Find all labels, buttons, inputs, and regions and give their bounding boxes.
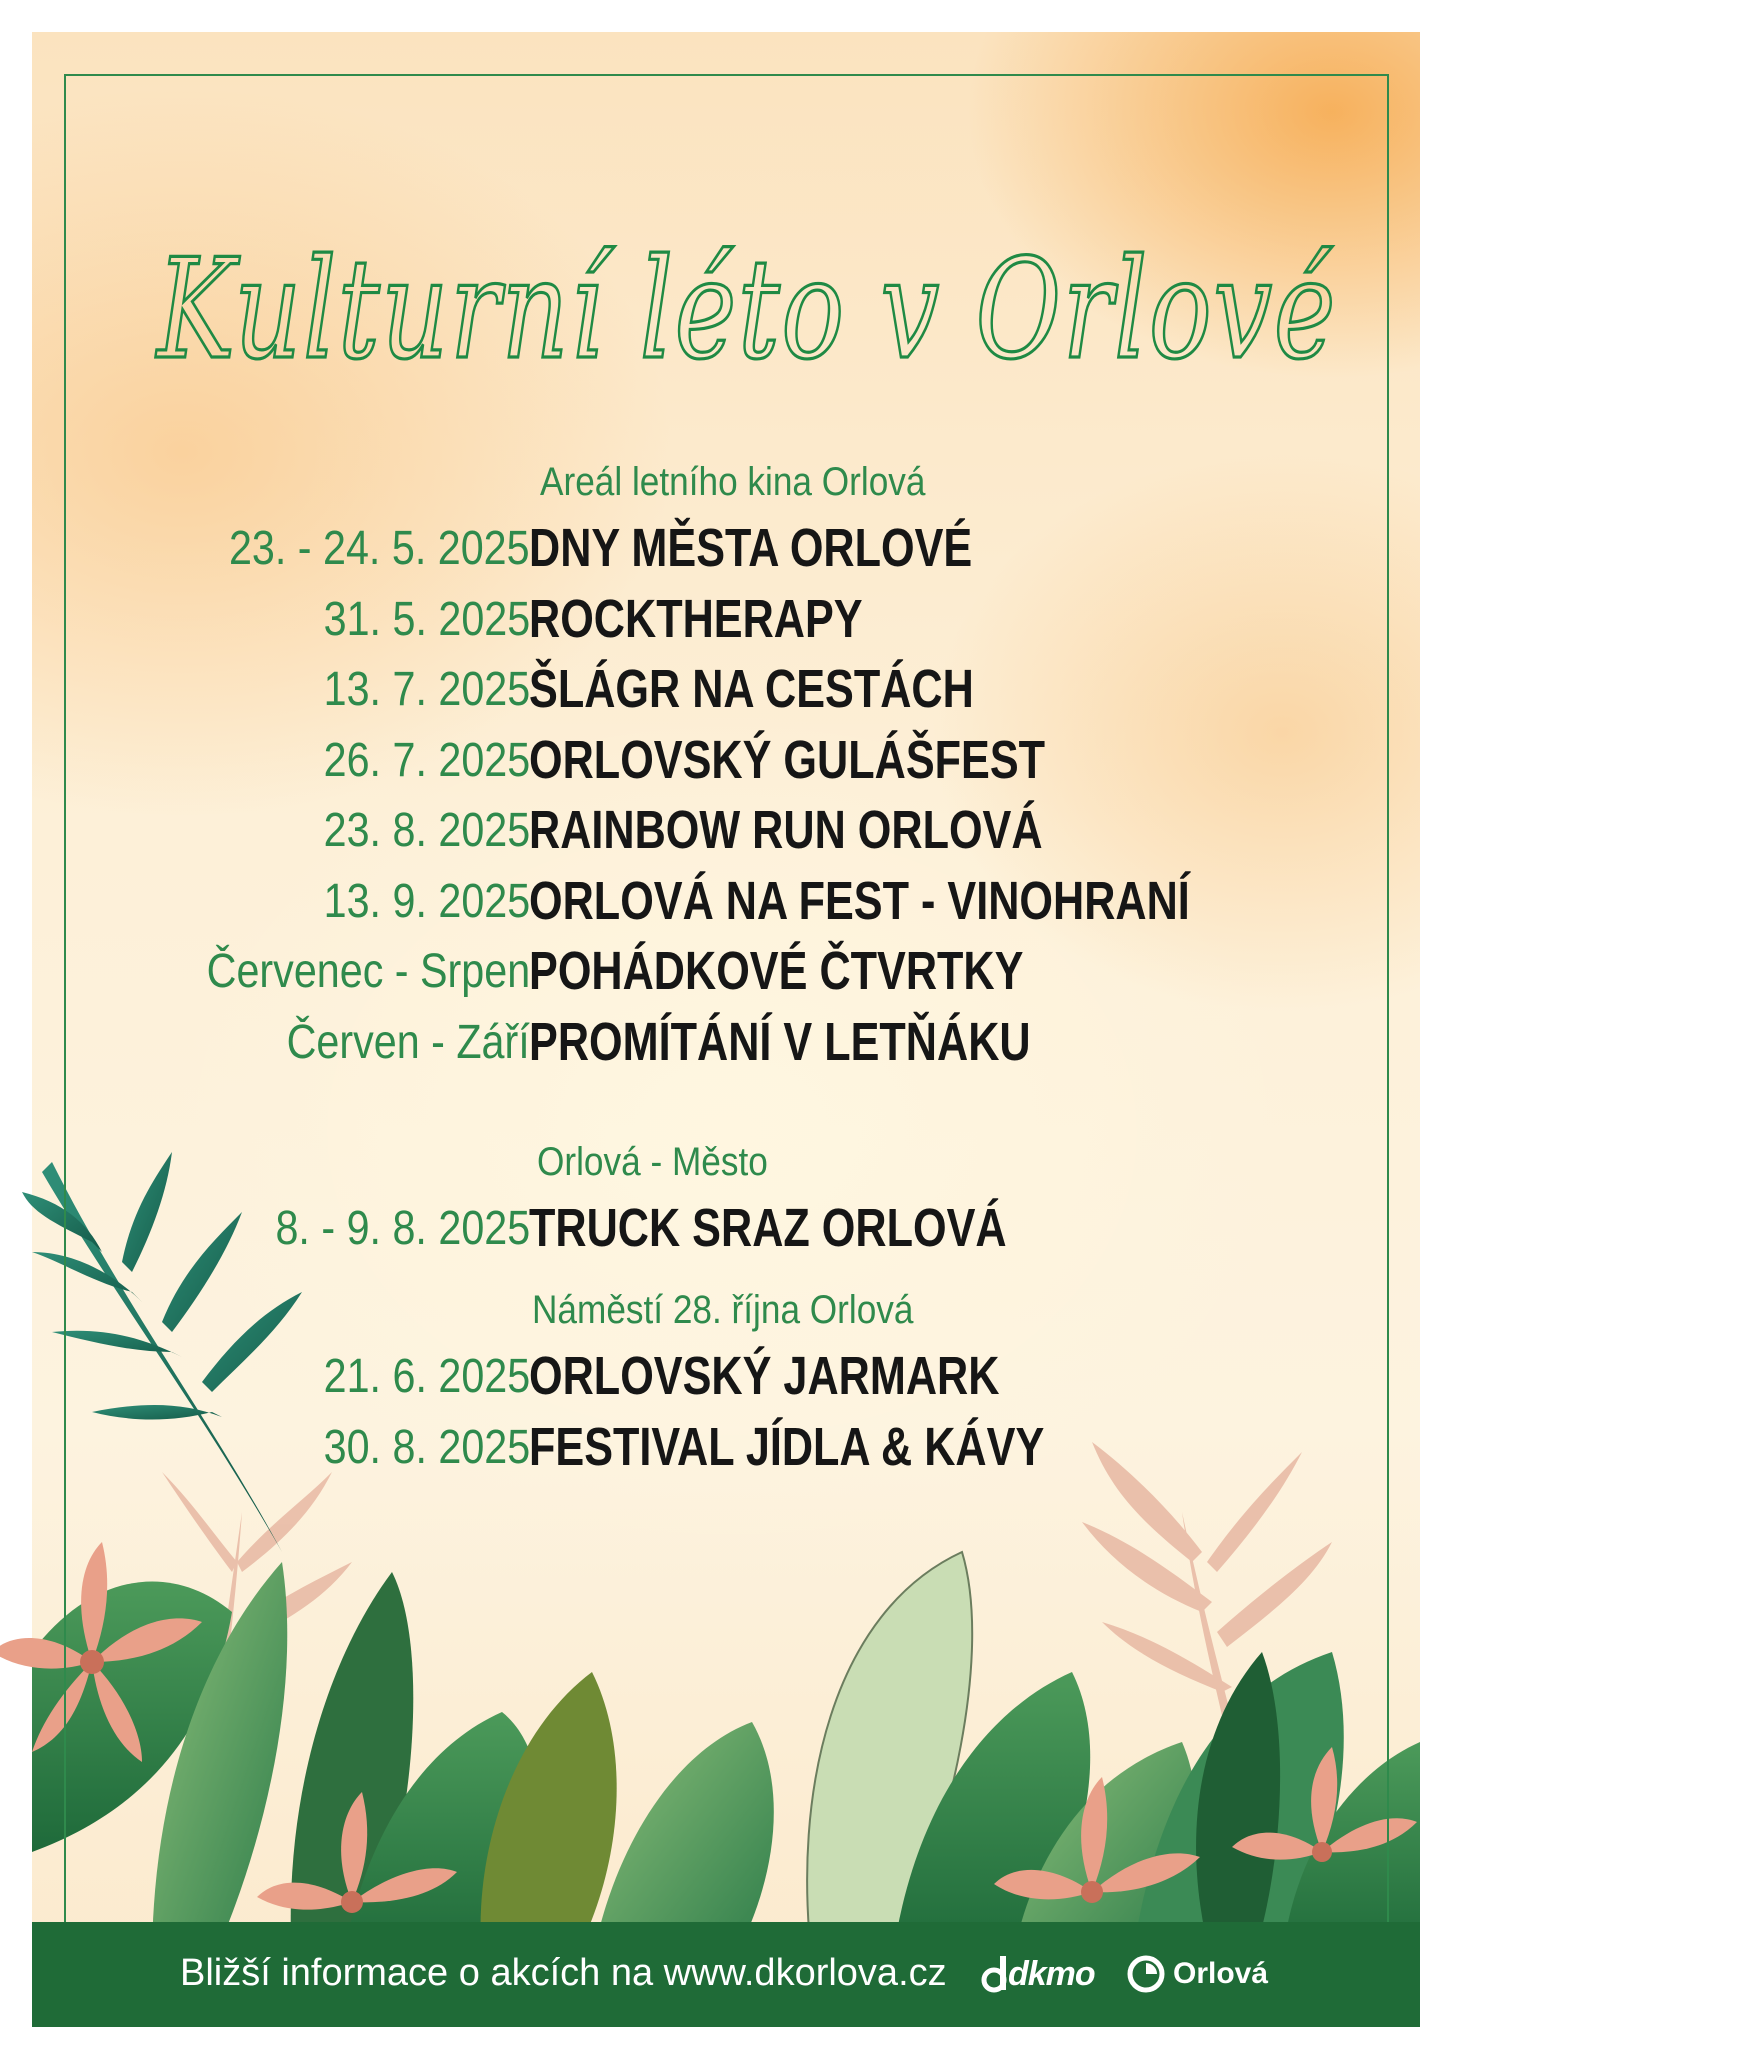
event-row (32, 1341, 1420, 1411)
event-row (32, 866, 1420, 936)
dkmo-logo (982, 1952, 1095, 1996)
orlova-logo-text: Orlová (1173, 1957, 1269, 1990)
event-row (32, 795, 1420, 865)
event-date: Červen - Září (286, 1015, 530, 1069)
event-name: ORLOVÁ NA FEST - VINOHRANÍ (529, 870, 1190, 931)
orlova-logo-icon (1127, 1955, 1165, 1993)
event-name: PROMÍTÁNÍ V LETŇÁKU (529, 1011, 1031, 1072)
event-date: 13. 7. 2025 (323, 663, 530, 716)
event-name: ŠLÁGR NA CESTÁCH (529, 659, 974, 719)
footer-info-text: Bližší informace o akcích na www.dkorlova.cz (180, 1952, 947, 1994)
event-name: TRUCK SRAZ ORLOVÁ (529, 1198, 1007, 1258)
event-date: 13. 9. 2025 (323, 874, 530, 928)
event-row (32, 1412, 1420, 1482)
event-row (32, 936, 1420, 1006)
event-name: ORLOVSKÝ GULÁŠFEST (529, 729, 1046, 790)
event-date: 21. 6. 2025 (323, 1350, 530, 1403)
event-date: 23. - 24. 5. 2025 (229, 522, 530, 575)
poster-title-text: Kulturní léto v Orlové (154, 229, 1337, 390)
event-name: ROCKTHERAPY (529, 588, 863, 649)
event-date: 23. 8. 2025 (323, 804, 530, 857)
dkmo-logo-icon (982, 1954, 1008, 1994)
event-row (32, 584, 1420, 654)
event-row (32, 513, 1420, 583)
event-name: FESTIVAL JÍDLA & KÁVY (529, 1416, 1045, 1477)
venue-heading: Orlová - Město (537, 1140, 768, 1184)
event-date: 26. 7. 2025 (323, 733, 530, 787)
orlova-logo (1127, 1950, 1268, 1998)
event-name: DNY MĚSTA ORLOVÉ (529, 518, 973, 578)
event-date: 8. - 9. 8. 2025 (275, 1202, 530, 1255)
poster (32, 32, 1420, 2027)
poster-title (132, 182, 1362, 452)
event-row (32, 1193, 1420, 1263)
event-date: Červenec - Srpen (206, 945, 530, 998)
venue-heading: Areál letního kina Orlová (540, 460, 926, 504)
footer-bar (32, 1922, 1420, 2027)
event-name: ORLOVSKÝ JARMARK (529, 1346, 1000, 1406)
event-row (32, 654, 1420, 724)
event-name: RAINBOW RUN ORLOVÁ (529, 800, 1043, 860)
venue-heading: Náměstí 28. října Orlová (532, 1288, 914, 1332)
dkmo-logo-text: dkmo (1008, 1954, 1095, 1993)
event-date: 31. 5. 2025 (323, 592, 530, 646)
event-row (32, 725, 1420, 795)
event-date: 30. 8. 2025 (323, 1420, 530, 1474)
event-row (32, 1007, 1420, 1077)
event-name: POHÁDKOVÉ ČTVRTKY (529, 941, 1024, 1001)
